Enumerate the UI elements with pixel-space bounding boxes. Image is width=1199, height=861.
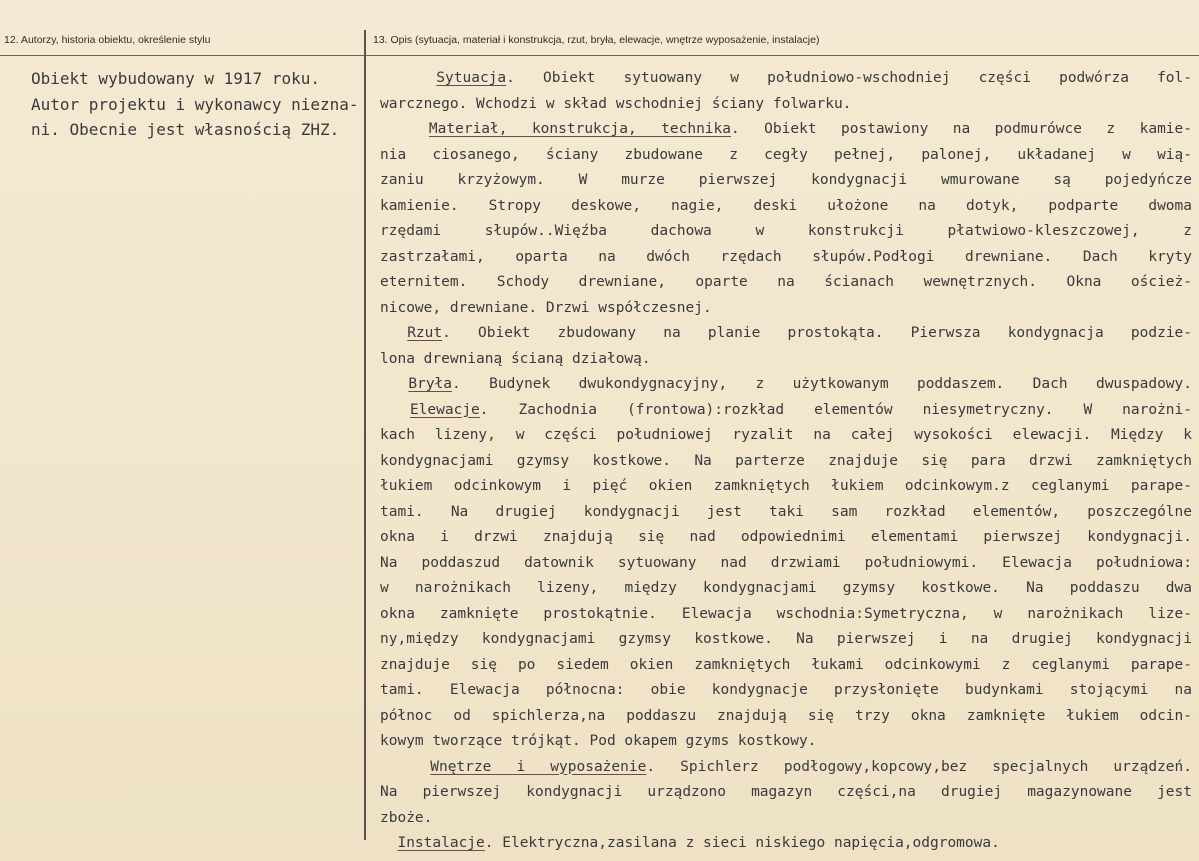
elewacje-line: północ od spichlerza,na poddaszu znajdują się trzy okna zamknięte łukiem odcin- — [380, 707, 1192, 724]
rzut-line-2: lona drewnianą ścianą działową. — [380, 350, 651, 367]
column-12-heading: 12. Autorzy, historia obiektu, określenie stylu — [4, 34, 211, 46]
elewacje-line: Na poddaszud datownik sytuowany nad drzwiami południowymi. Elewacja południowa: — [380, 554, 1192, 571]
material-line: nia ciosanego, ściany zbudowane z cegły pełnej, palonej, układanej w wią- — [380, 146, 1192, 163]
wnetrze-label: Wnętrze i wyposażenie — [430, 758, 647, 775]
rzut-label: Rzut — [407, 325, 443, 341]
material-line: rzędami słupów..Więźba dachowa w konstrukcji płatwiowo-kleszczowej, z — [380, 223, 1192, 239]
history-line: Obiekt wybudowany w 1917 roku. — [31, 69, 320, 88]
material-line-1: Materiał, konstrukcja, technika. Obiekt postawiony na podmurówce z kamie- — [428, 121, 1192, 137]
elewacje-line-1: Elewacje. Zachodnia (frontowa):rozkład elementów niesymetryczny. W narożni- — [409, 401, 1192, 418]
material-line: nicowe, drewniane. Drzwi współczesnej. — [380, 299, 712, 316]
wnetrze-line-1: Wnętrze i wyposażenie. Spichlerz podłogowy,kopcowy,bez specjalnych urządzeń. — [430, 758, 1192, 775]
header-rule — [0, 55, 1199, 56]
column-13-heading: 13. Opis (sytuacja, materiał i konstrukcja, rzut, bryła, elewacje, wnętrze wyposażenie, instalacje) — [373, 34, 820, 46]
elewacje-line: ny,między kondygnacjami gzymsy kostkowe. Na pierwszej i na drugiej kondygnacji — [380, 631, 1192, 647]
instalacje-line-1: Instalacje. Elektryczna,zasilana z sieci niskiego napięcia,odgromowa. — [397, 835, 1000, 851]
elewacje-line: w narożnikach lizeny, między kondygnacjami gzymsy kostkowe. Na poddaszu dwa — [380, 580, 1192, 596]
elewacje-line: kach lizeny, w części południowej ryzalit na całej wysokości elewacji. Między k — [380, 427, 1192, 443]
material-line: eternitem. Schody drewniane, oparte na ścianach wewnętrznych. Okna oścież- — [380, 274, 1192, 290]
material-line: zaniu krzyżowym. W murze pierwszej kondygnacji wmurowane są pojedyńcze — [380, 172, 1192, 188]
material-label: Materiał, konstrukcja, technika — [428, 121, 731, 137]
instalacje-label: Instalacje — [397, 835, 485, 851]
history-line: ni. Obecnie jest własnością ZHZ. — [31, 120, 340, 139]
description-text — [380, 66, 1192, 857]
elewacje-line: okna i drzwi znajdują się nad odpowiednimi elementami pierwszej kondygnacji. — [380, 529, 1192, 545]
history-line: Autor projektu i wykonawcy niezna- — [31, 94, 359, 114]
column-divider — [364, 30, 366, 840]
wnetrze-line: Na pierwszej kondygnacji urządzono magazyn części,na drugiej magazynowane jest — [380, 784, 1192, 800]
bryla-label: Bryła — [408, 376, 453, 392]
wnetrze-line: zboże. — [380, 809, 433, 826]
material-line: kamienie. Stropy deskowe, nagie, deski ułożone na dotyk, podparte dwoma — [380, 197, 1192, 214]
sytuacja-line-1: Sytuacja. Obiekt sytuowany w południowo-wschodniej części podwórza fol- — [436, 70, 1192, 86]
history-text — [31, 66, 361, 143]
material-line: zastrzałami, oparta na dwóch rzędach słupów.Podłogi drewniane. Dach kryty — [380, 248, 1192, 265]
bryla-line-1: Bryła. Budynek dwukondygnacyjny, z użytkowanym poddaszem. Dach dwuspadowy. — [408, 376, 1192, 392]
sytuacja-line-2: warcznego. Wchodzi w skład wschodniej ściany folwarku. — [380, 95, 852, 112]
sytuacja-label: Sytuacja — [436, 70, 507, 86]
elewacje-line: łukiem odcinkowym i pięć okien zamkniętych łukiem odcinkowym.z ceglanymi parape- — [380, 478, 1192, 494]
rzut-line-1: Rzut. Obiekt zbudowany na planie prostokąta. Pierwsza kondygnacja podzie- — [407, 325, 1193, 341]
elewacje-line: okna zamknięte prostokątnie. Elewacja wschodnia:Symetryczna, w narożnikach lize- — [380, 605, 1192, 622]
elewacje-label: Elewacje — [409, 401, 480, 418]
elewacje-line: znajduje się po siedem okien zamkniętych łukami odcinkowymi z ceglanymi parape- — [380, 656, 1192, 673]
elewacje-line: tami. Na drugiej kondygnacji jest taki sam rozkład elementów, poszczególne — [380, 503, 1192, 520]
elewacje-line: kondygnacjami gzymsy kostkowe. Na parterze znajduje się para drzwi zamkniętych — [380, 452, 1192, 469]
elewacje-line: tami. Elewacja północna: obie kondygnacje przysłonięte budynkami stojącymi na — [380, 682, 1192, 698]
elewacje-line: kowym tworzące trójkąt. Pod okapem gzyms kostkowy. — [380, 733, 817, 749]
